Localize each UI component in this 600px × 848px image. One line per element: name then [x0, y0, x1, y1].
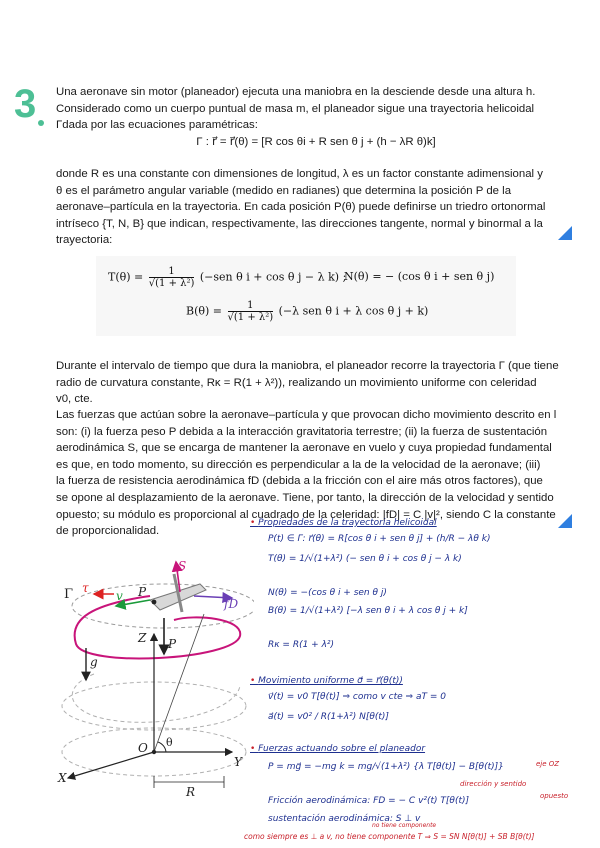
- note-friction-opposite: opuesto: [540, 792, 569, 800]
- motion-line-2: radio de curvatura constante, Rκ = R(1 + λ²)), realizando un movimiento uniforme con celeridad: [56, 376, 537, 389]
- origin-point: [152, 750, 156, 754]
- label-v: v: [116, 589, 123, 603]
- notes-heading-trajectory: • Propiedades de la trayectoria helicoidal: [250, 518, 437, 528]
- forces-line-2: son: (i) la fuerza peso P debida a la interacción gravitatoria terrestre; (ii) la fuerza de sustentación: [56, 425, 548, 438]
- desc-line-2: θ es el parámetro angular variable (medido en radianes) que determina la posición P de la: [56, 184, 512, 197]
- triedro-formulas: [96, 256, 516, 336]
- note-lift-components: como siempre es ⊥ a v, no tiene componente T ⇒ S = SN N[θ(t)] + SB B[θ(t)]: [244, 832, 535, 841]
- note-lift-nocomponent: no tiene componente: [372, 822, 437, 829]
- label-x: X: [58, 771, 67, 785]
- note-friction: Fricción aerodinámica: FD = − C v²(t) T[θ(t)]: [268, 796, 470, 806]
- problem-number-dot: [38, 120, 44, 126]
- formula-T-den: √(1 + λ²): [148, 278, 195, 289]
- note-weight: P = mg⃗ = −mg k = mg/√(1+λ²) {λ T[θ(t)] − B[θ(t)]}: [268, 762, 504, 772]
- desc-line-4: intríseco {T, N, B} que indican, respectivamente, las direcciones tangente, normal y binormal a la: [56, 217, 543, 230]
- forces-line-4: es que, en todo momento, su dirección es perpendicular a la de la velocidad de la aeronave; (iii): [56, 458, 541, 471]
- label-gamma: Γ: [64, 587, 74, 602]
- formula-B-num: 1: [228, 300, 274, 312]
- formula-B-lhs: B(θ) =: [186, 304, 223, 318]
- corner-marker-icon: [558, 226, 572, 240]
- intro-line-1: Una aeronave sin motor (planeador) ejecuta una maniobra en la desciende desde una altura h.: [56, 86, 536, 98]
- formula-T: [108, 266, 346, 289]
- formula-T-rhs: (−sen θ i + cos θ j − λ k) ;: [199, 270, 347, 284]
- intro-line-3: Γdada por las ecuaciones paramétricas:: [56, 119, 258, 132]
- forces-line-7: opuesto; su módulo es proporcional al cuadrado de la celeridad: |fD| = C |v|², siendo C la constante: [56, 508, 556, 521]
- label-y: Y: [234, 755, 242, 769]
- formula-T-num: 1: [149, 266, 195, 278]
- formula-B-den: √(1 + λ²): [227, 312, 274, 323]
- notes-heading-forces: • Fuerzas actuando sobre el planeador: [250, 744, 425, 754]
- formula-T-lhs: T(θ) =: [108, 270, 144, 284]
- forces-line-1: Las fuerzas que actúan sobre la aeronave–partícula y que provocan dicho movimiento descrito en l: [56, 409, 557, 421]
- label-p-force: P: [168, 637, 177, 651]
- note-normal: N(θ) = −(cos θ i + sen θ j): [268, 588, 387, 598]
- motion-paragraph: [56, 358, 576, 408]
- corner-marker-icon-2: [558, 514, 572, 528]
- desc-line-1: donde R es una constante con dimensiones de longitud, λ es un factor constante adimensional y: [56, 168, 543, 180]
- intro-line-2: Considerado como un cuerpo puntual de masa m, el planeador sigue una trayectoria helicoidal: [56, 102, 535, 115]
- label-o: O: [138, 741, 148, 755]
- problem-number: 3: [14, 82, 37, 126]
- desc-line-5: trayectoria:: [56, 234, 113, 247]
- label-z: Z: [138, 631, 147, 645]
- motion-line-1: Durante el intervalo de tiempo que dura la maniobra, el planeador recorre la trayectoria Γ (que tiene: [56, 360, 559, 372]
- note-curvature: Rκ = R(1 + λ²): [268, 640, 335, 650]
- note-tangent: T(θ) = 1/√(1+λ²) (− sen θ i + cos θ j − λ k): [268, 554, 462, 564]
- helix-curve-lower: [72, 674, 240, 722]
- forces-line-6: se opone al desplazamiento de la aeronave. Tiene, por tanto, la dirección de la velocidad y sentido: [56, 491, 554, 504]
- label-fd: fD: [224, 597, 239, 611]
- note-lift: sustentación aerodinámica: S ⊥ v: [268, 814, 421, 824]
- note-position: P(t) ∈ Γ: r⃗(θ) = R[cos θ i + sen θ j] + (h/R − λθ k): [268, 534, 491, 544]
- point-p: [152, 600, 157, 605]
- parametric-equation: Γ : r⃗ = r⃗(θ) = [R cos θi + R sen θ j + (h − λR θ)k]: [196, 135, 436, 148]
- axis-x: [68, 752, 154, 778]
- label-s: S: [178, 559, 187, 573]
- description-paragraph: [56, 166, 576, 249]
- radius-line: [154, 614, 204, 752]
- note-velocity: v⃗(t) = v0 T[θ(t)] ⇒ como v cte ⇒ aT = 0: [268, 692, 446, 702]
- motion-line-3: v0, cte.: [56, 393, 93, 406]
- forces-line-3: aerodinámica S, que se encarga de mantener la aeronave en vuelo y cuya propiedad fundamental: [56, 442, 552, 455]
- label-p-point: P: [138, 585, 147, 599]
- formula-B: [186, 300, 428, 323]
- intro-paragraph: [56, 84, 576, 150]
- note-weight-direction: dirección y sentido: [460, 780, 527, 788]
- formula-B-rhs: (−λ sen θ i + λ cos θ j + k): [278, 304, 429, 318]
- formula-N: N(θ) = − (cos θ i + sen θ j): [344, 270, 495, 283]
- note-weight-axis: eje OZ: [536, 760, 560, 768]
- desc-line-3: aeronave–partícula en la trayectoria. En cada posición P(θ) puede definirse un triedro ortonormal: [56, 201, 546, 214]
- label-tau: τ: [82, 581, 89, 595]
- note-binormal: B(θ) = 1/√(1+λ²) [−λ sen θ i + λ cos θ j + k]: [268, 606, 468, 616]
- label-theta: θ: [166, 736, 173, 749]
- forces-line-8: de proporcionalidad.: [56, 525, 160, 538]
- label-r: R: [186, 785, 196, 799]
- label-g: g: [90, 655, 98, 669]
- note-acceleration: a⃗(t) = v0² / R(1+λ²) N[θ(t)]: [268, 712, 389, 722]
- notes-heading-motion: • Movimiento uniforme σ⃗ = r⃗(θ(t)): [250, 676, 403, 686]
- forces-line-5: la fuerza de resistencia aerodinámica fD (debida a la fricción con el aire más otros factores), que: [56, 475, 543, 488]
- theta-arc: [158, 742, 166, 752]
- helix-figure: [54, 556, 254, 818]
